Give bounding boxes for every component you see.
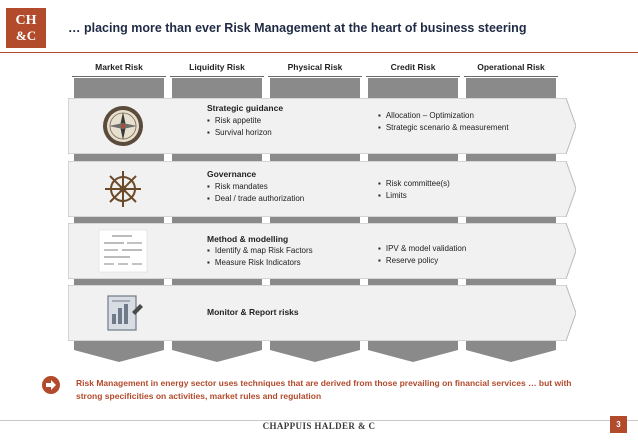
block-governance [68,161,576,217]
column-header-liquidity-risk: Liquidity Risk [170,59,264,77]
right-bullet-list [378,110,509,134]
ship-wheel-icon [98,166,148,212]
right-bullet-list [378,178,450,202]
page-title: … placing more than ever Risk Management at the heart of business steering [68,21,527,35]
column-header-market-risk: Market Risk [72,59,166,77]
block-monitor-report [68,285,576,341]
bullet-item: ▪ Allocation – Optimization [378,110,509,122]
block-title: Governance [207,169,257,179]
logo-line-2: &C [15,28,37,43]
block-strategic-guidance [68,98,576,154]
block-title: Method & modelling [207,234,289,244]
arrow-right-icon [42,376,60,394]
bullet-item: ▪ Survival horizon [207,127,272,139]
bullet-item: ▪ Strategic scenario & measurement [378,122,509,134]
column-header-operational-risk: Operational Risk [464,59,558,77]
left-bullet-list [207,115,272,139]
block-method-modelling [68,223,576,279]
bullet-item: ▪ Risk committee(s) [378,178,450,190]
bullet-item: ▪ IPV & model validation [378,243,466,255]
report-chart-icon [98,290,148,336]
formulas-icon [98,228,148,274]
logo-line-1: CH [15,13,37,28]
compass-icon [98,103,148,149]
footer-brand: CHAPPUIS HALDER & C [262,421,376,431]
bullet-item: ▪ Measure Risk Indicators [207,257,313,269]
block-title: Strategic guidance [207,103,284,113]
company-logo [6,8,46,48]
left-bullet-list [207,181,304,205]
bullet-item: ▪ Identify & map Risk Factors [207,245,313,257]
bullet-item: ▪ Deal / trade authorization [207,193,304,205]
left-bullet-list [207,245,313,269]
page-number: 3 [610,416,627,433]
bullet-item: ▪ Risk appetite [207,115,272,127]
block-title: Monitor & Report risks [207,307,299,317]
right-bullet-list [378,243,466,267]
column-header-credit-risk: Credit Risk [366,59,460,77]
bullet-item: ▪ Limits [378,190,450,202]
conclusion-text: Risk Management in energy sector uses techniques that are derived from those prevailing on financial services … but with strong specificities on activities, market rules and regulation [76,378,572,401]
title-divider [0,52,638,53]
bullet-item: ▪ Reserve policy [378,255,466,267]
column-header-physical-risk: Physical Risk [268,59,362,77]
bullet-item: ▪ Risk mandates [207,181,304,193]
